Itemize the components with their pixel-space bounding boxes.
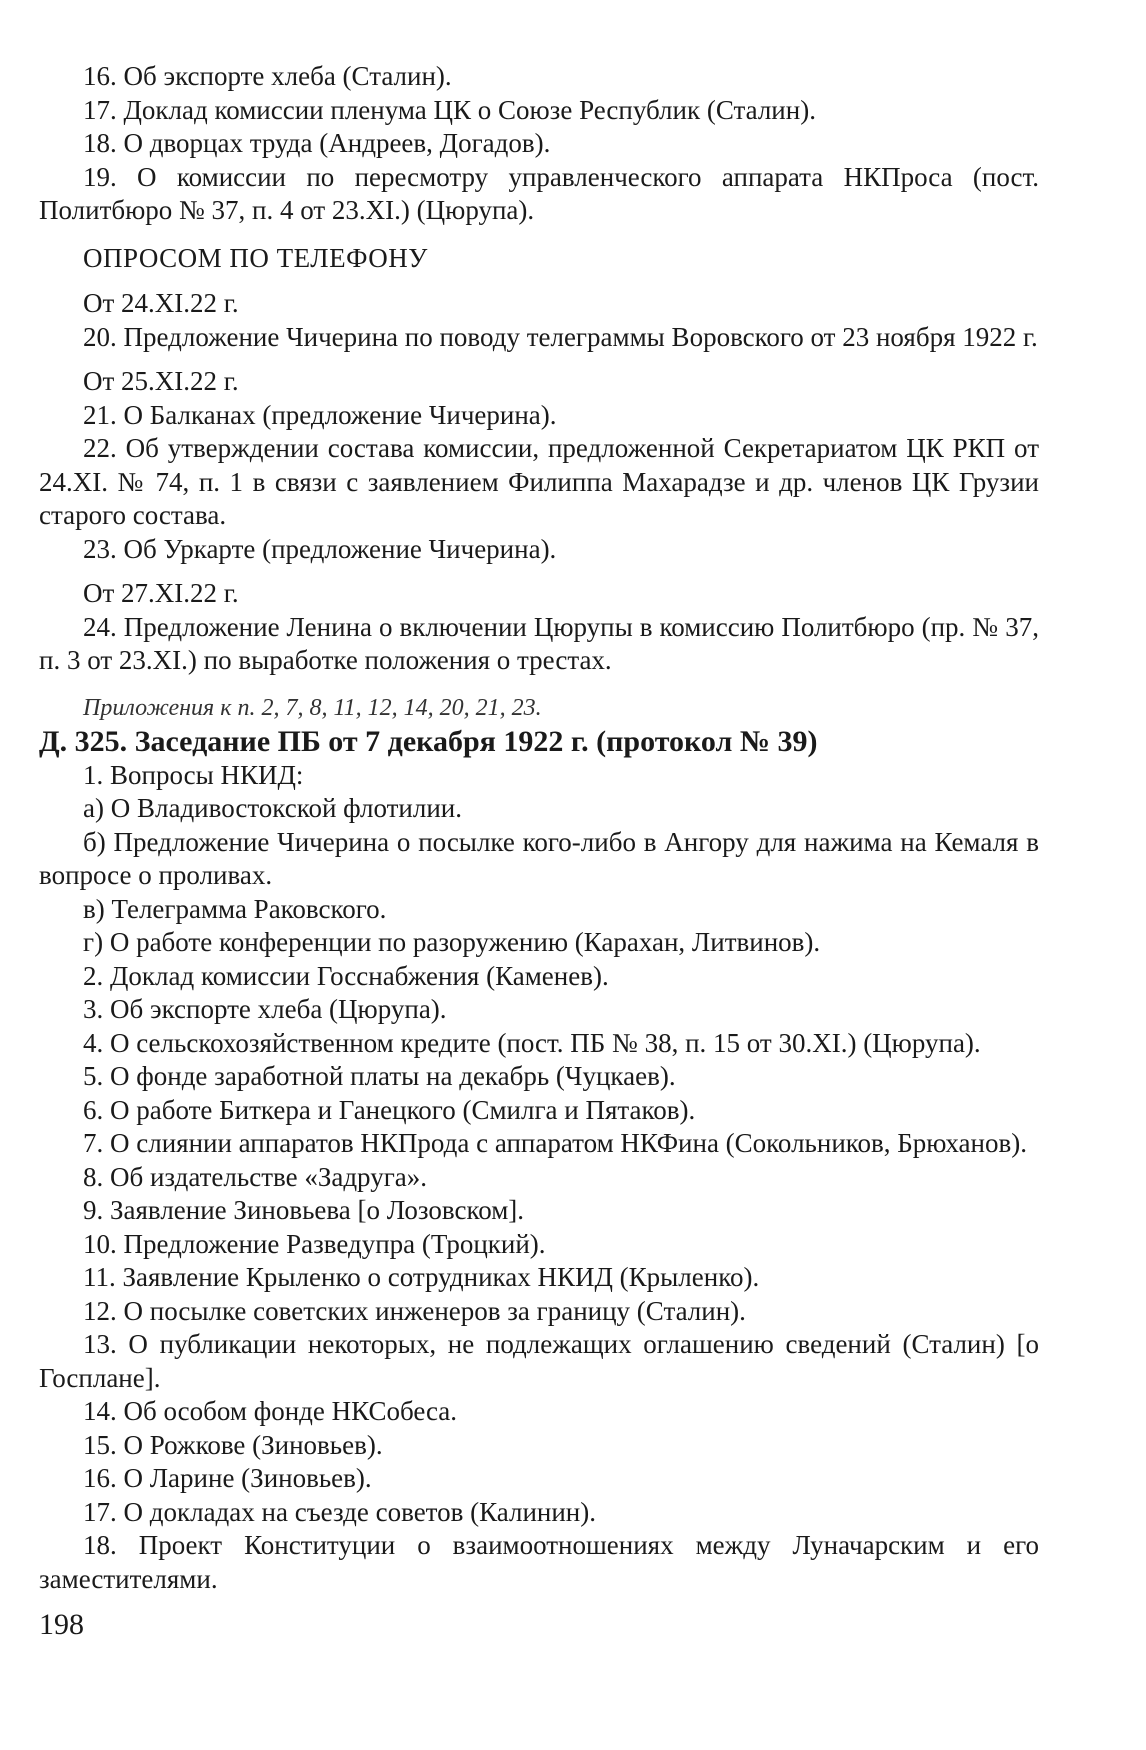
list-item: а) О Владивостокской флотилии. bbox=[83, 793, 462, 823]
list-item: в) Телеграмма Раковского. bbox=[83, 893, 387, 924]
list-item: 4. О сельскохозяйственном кредите (пост. ПБ № 38, п. 15 от 30.XI.) (Цюрупа). bbox=[83, 1027, 981, 1058]
list-item: 15. О Рожкове (Зиновьев). bbox=[83, 1429, 383, 1460]
list-item: 14. Об особом фонде НКСобеса. bbox=[83, 1396, 458, 1426]
list-item: 18. Проект Конституции о взаимоотношениях между Луначарским и его заместителями. bbox=[39, 1530, 1039, 1594]
list-item: 11. Заявление Крыленко о сотрудниках НКИД (Крыленко). bbox=[83, 1262, 760, 1292]
date-line: От 25.XI.22 г. bbox=[83, 366, 239, 396]
agenda-list bbox=[39, 759, 1039, 1597]
document-title: Д. 325. Заседание ПБ от 7 декабря 1922 г. (протокол № 39) bbox=[39, 725, 818, 758]
list-item: б) Предложение Чичерина о посылке кого-либо в Ангору для нажима на Кемаля в вопросе о проливах. bbox=[39, 826, 1039, 890]
list-item: 19. О комиссии по пересмотру управленческого аппарата НКПроса (пост. Политбюро № 37, п. 4 от 23.XI.) (Цюрупа). bbox=[39, 161, 1039, 225]
list-item: 6. О работе Биткера и Ганецкого (Смилга и Пятаков). bbox=[83, 1094, 696, 1125]
list-item: 8. Об издательстве «Задруга». bbox=[83, 1161, 428, 1192]
list-item: 17. Доклад комиссии пленума ЦК о Союзе Республик (Сталин). bbox=[83, 94, 816, 125]
list-item: 22. Об утверждении состава комиссии, предложенной Секретариатом ЦК РКП от 24.XI. № 74, п. 1 в связи с заявлением Филиппа Махарадзе и др. членов ЦК Грузии старого состава. bbox=[39, 433, 1039, 530]
poll-heading: ОПРОСОМ ПО ТЕЛЕФОНУ bbox=[83, 242, 428, 273]
page-content bbox=[39, 60, 1039, 1596]
list-item: 10. Предложение Разведупра (Троцкий). bbox=[83, 1228, 546, 1259]
appendix-note: Приложения к п. 2, 7, 8, 11, 12, 14, 20, 21, 23. bbox=[83, 694, 542, 721]
list-item: 2. Доклад комиссии Госснабжения (Каменев). bbox=[83, 960, 609, 991]
list-item: 12. О посылке советских инженеров за границу (Сталин). bbox=[83, 1295, 746, 1326]
list-item: 23. Об Уркарте (предложение Чичерина). bbox=[83, 533, 557, 564]
list-item: 24. Предложение Ленина о включении Цюрупы в комиссию Политбюро (пр. № 37, п. 3 от 23.XI.) по выработке положения о трестах. bbox=[39, 611, 1039, 675]
list-item: 13. О публикации некоторых, не подлежащих оглашению сведений (Сталин) [о Госплане]. bbox=[39, 1329, 1039, 1393]
date-line: От 24.XI.22 г. bbox=[83, 288, 239, 318]
page-number: 198 bbox=[39, 1608, 84, 1641]
list-item: 17. О докладах на съезде советов (Калинин). bbox=[83, 1496, 596, 1527]
list-item: 3. Об экспорте хлеба (Цюрупа). bbox=[83, 994, 447, 1024]
list-item: г) О работе конференции по разоружению (Карахан, Литвинов). bbox=[83, 927, 821, 957]
list-item: 21. О Балканах (предложение Чичерина). bbox=[83, 399, 557, 430]
list-item: 9. Заявление Зиновьева [о Лозовском]. bbox=[83, 1195, 525, 1225]
list-item: 5. О фонде заработной платы на декабрь (Чуцкаев). bbox=[83, 1061, 676, 1091]
list-item: 16. О Ларине (Зиновьев). bbox=[83, 1463, 372, 1493]
list-item: 20. Предложение Чичерина по поводу телеграммы Воровского от 23 ноября 1922 г. bbox=[83, 321, 1038, 352]
list-item: 18. О дворцах труда (Андреев, Догадов). bbox=[83, 128, 551, 158]
list-item: 1. Вопросы НКИД: bbox=[83, 759, 304, 790]
list-item: 16. Об экспорте хлеба (Сталин). bbox=[83, 61, 452, 91]
date-line: От 27.XI.22 г. bbox=[83, 578, 239, 608]
list-item: 7. О слиянии аппаратов НКПрода с аппаратом НКФина (Сокольников, Брюханов). bbox=[83, 1128, 1027, 1158]
